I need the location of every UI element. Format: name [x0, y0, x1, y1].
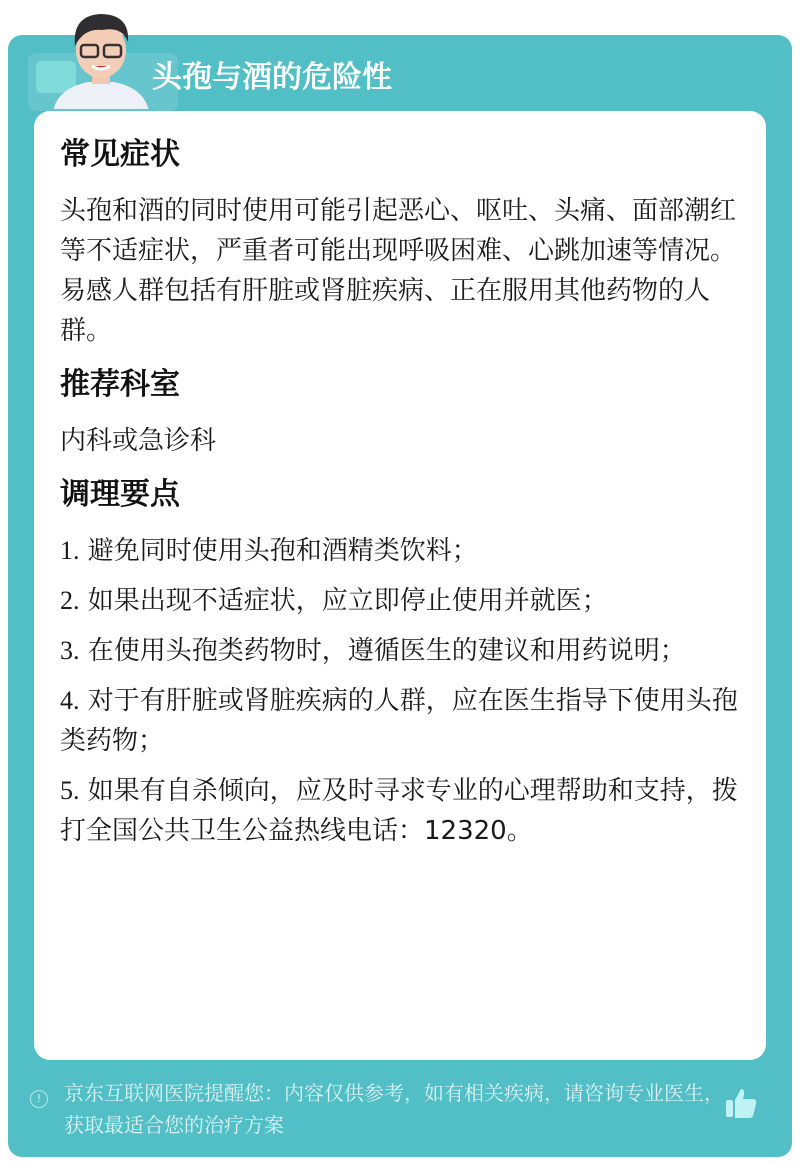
- content-card: [34, 111, 766, 1060]
- item-number: 2.: [60, 586, 80, 615]
- care-item: [60, 531, 740, 571]
- item-text: 在使用头孢类药物时，遵循医生的建议和用药说明；: [87, 636, 686, 666]
- department-text: 内科或急诊科: [60, 426, 217, 456]
- item-text: 避免同时使用头孢和酒精类饮料；: [87, 536, 478, 566]
- section-heading-care: 调理要点: [60, 477, 180, 512]
- care-item: [60, 581, 740, 621]
- item-number: 4.: [60, 686, 80, 715]
- section-heading-department: 推荐科室: [60, 367, 180, 402]
- item-number: 1.: [60, 536, 80, 565]
- doctor-avatar: [48, 8, 154, 109]
- item-number: 3.: [60, 636, 80, 665]
- care-item: [60, 631, 740, 671]
- disclaimer: 京东互联网医院提醒您：内容仅供参考，如有相关疾病，请咨询专业医生，获取最适合您的治疗方案: [64, 1081, 724, 1137]
- page-title: 头孢与酒的危险性: [152, 60, 392, 95]
- info-icon: !: [30, 1090, 48, 1108]
- symptoms-text: 头孢和酒的同时使用可能引起恶心、呕吐、头痛、面部潮红等不适症状，严重者可能出现呼吸困难、心跳加速等情况。易感人群包括有肝脏或肾脏疾病、正在服用其他药物的人群。: [60, 196, 737, 346]
- item-text: 对于有肝脏或肾脏疾病的人群，应在医生指导下使用头孢类药物；: [60, 686, 738, 756]
- section-heading-symptoms: 常见症状: [60, 137, 180, 172]
- item-text: 如果有自杀倾向，应及时寻求专业的心理帮助和支持，拨打全国公共卫生公益热线电话：12320。: [60, 776, 738, 846]
- care-item: [60, 681, 740, 761]
- care-item: [60, 771, 740, 851]
- item-number: 5.: [60, 776, 80, 805]
- item-text: 如果出现不适症状，应立即停止使用并就医；: [87, 586, 608, 616]
- thumbs-up-icon[interactable]: [724, 1086, 758, 1120]
